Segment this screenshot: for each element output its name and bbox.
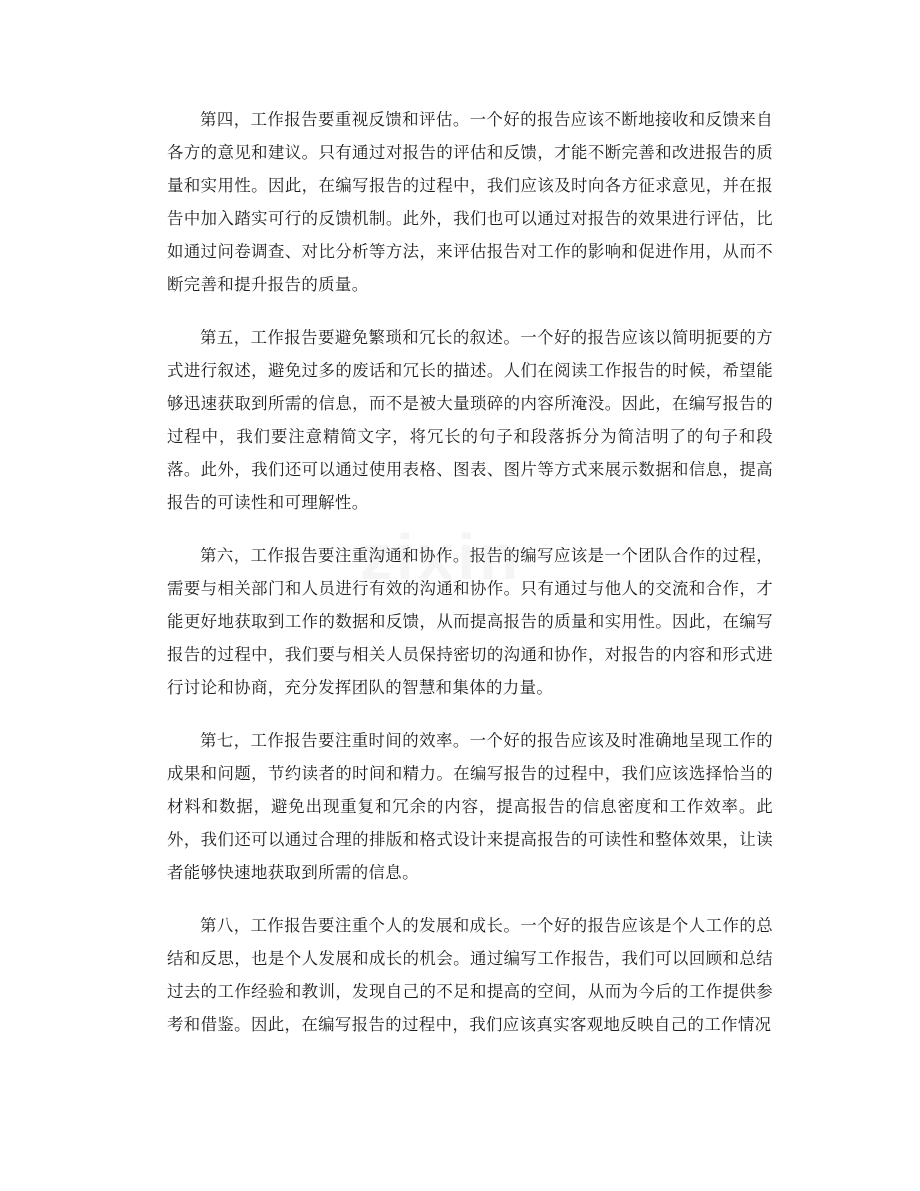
paragraph-5: 第五，工作报告要避免繁琐和冗长的叙述。一个好的报告应该以简明扼要的方式进行叙述，避免过多的废话和冗长的描述。人们在阅读工作报告的时候，希望能够迅速获取到所需的信息，而不是被大量琐碎的内容所淹没。因此，在编写报告的过程中，我们要注意精简文字，将冗长的句子和段落拆分为简洁明了的句子和段落。此外，我们还可以通过使用表格、图表、图片等方式来展示数据和信息，提高报告的可读性和可理解性。 <box>167 328 773 512</box>
paragraph-7: 第七，工作报告要注重时间的效率。一个好的报告应该及时准确地呈现工作的成果和问题，节约读者的时间和精力。在编写报告的过程中，我们应该选择恰当的材料和数据，避免出现重复和冗余的内容，提高报告的信息密度和工作效率。此外，我们还可以通过合理的排版和格式设计来提高报告的可读性和整体效果，让读者能够快速地获取到所需的信息。 <box>167 731 773 882</box>
paragraph-4: 第四，工作报告要重视反馈和评估。一个好的报告应该不断地接收和反馈来自各方的意见和建议。只有通过对报告的评估和反馈，才能不断完善和改进报告的质量和实用性。因此，在编写报告的过程中，我们应该及时向各方征求意见，并在报告中加入踏实可行的反馈机制。此外，我们也可以通过对报告的效果进行评估，比如通过问卷调查、对比分析等方法，来评估报告对工作的影响和促进作用，从而不断完善和提升报告的质量。 <box>167 110 773 294</box>
document-body <box>167 103 773 1061</box>
paragraph-6: 第六，工作报告要注重沟通和协作。报告的编写应该是一个团队合作的过程，需要与相关部门和人员进行有效的沟通和协作。只有通过与他人的交流和合作，才能更好地获取到工作的数据和反馈，从而提高报告的质量和实用性。因此，在编写报告的过程中，我们要与相关人员保持密切的沟通和协作，对报告的内容和形式进行讨论和协商，充分发挥团队的智慧和集体的力量。 <box>167 546 773 697</box>
paragraph-8: 第八，工作报告要注重个人的发展和成长。一个好的报告应该是个人工作的总结和反思，也是个人发展和成长的机会。通过编写工作报告，我们可以回顾和总结过去的工作经验和教训，发现自己的不足和提高的空间，从而为今后的工作提供参考和借鉴。因此，在编写报告的过程中，我们应该真实客观地反映自己的工作情况 <box>167 916 773 1034</box>
